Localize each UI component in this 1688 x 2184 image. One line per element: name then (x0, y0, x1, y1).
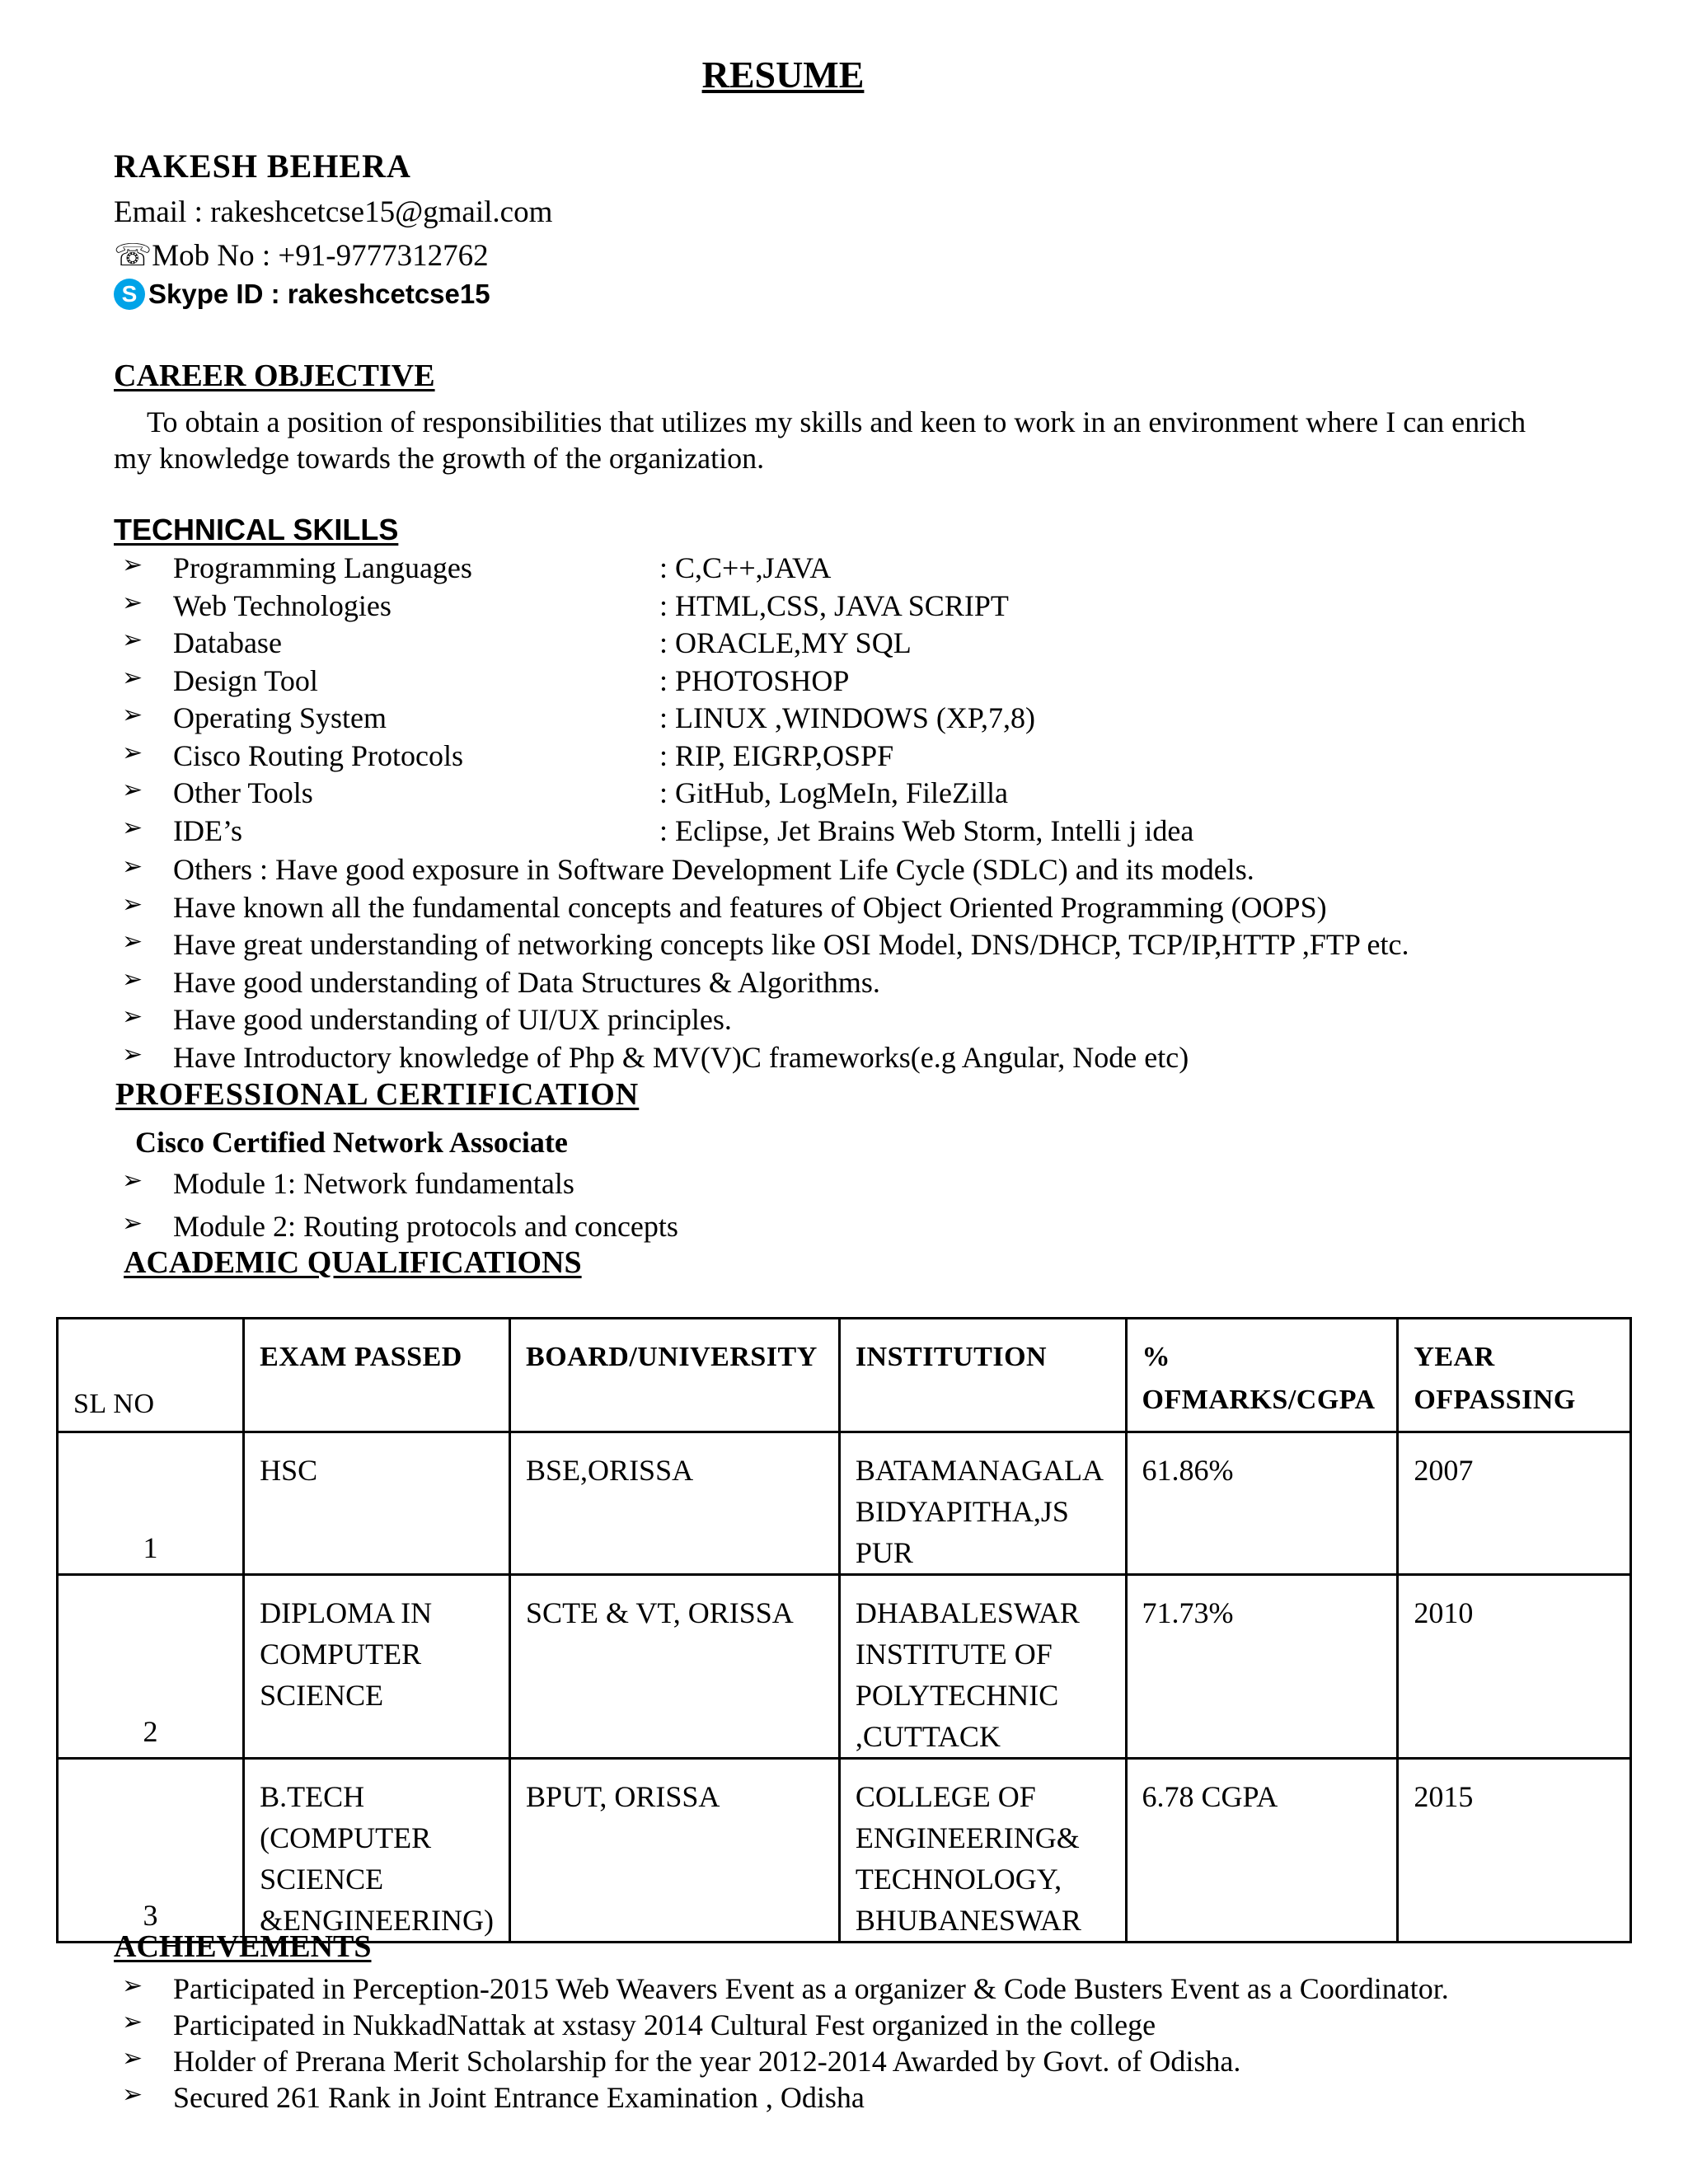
skype-icon: S (114, 279, 145, 310)
cell-exam: HSC (244, 1432, 510, 1575)
arrow-bullet-icon: ➢ (122, 813, 143, 841)
email-line: Email : rakeshcetcse15@gmail.com (114, 195, 553, 229)
list-item (122, 2080, 865, 2115)
list-item (122, 551, 832, 585)
arrow-bullet-icon: ➢ (122, 2045, 143, 2072)
arrow-bullet-icon: ➢ (122, 776, 143, 804)
cell-board: SCTE & VT, ORISSA (510, 1575, 840, 1759)
arrow-bullet-icon: ➢ (122, 1210, 143, 1237)
list-item (122, 1002, 732, 1037)
cell-year: 2007 (1398, 1432, 1631, 1575)
header-sl-no: SL NO (58, 1319, 244, 1432)
arrow-bullet-icon: ➢ (122, 738, 143, 766)
cell-year: 2015 (1398, 1759, 1631, 1943)
header-board: BOARD/UNIVERSITY (510, 1319, 840, 1432)
list-item (122, 1971, 1449, 2006)
resume-title: RESUME (701, 54, 865, 96)
cell-exam: B.TECH (COMPUTER SCIENCE &ENGINEERING) (244, 1759, 510, 1943)
phone-line (114, 237, 489, 274)
list-item-text: Participated in NukkadNattak at xstasy 2014 Cultural Fest organized in the college (173, 2008, 1156, 2041)
list-item-text: Have good understanding of Data Structures & Algorithms. (173, 965, 880, 999)
cell-board: BSE,ORISSA (510, 1432, 840, 1575)
cell-year: 2010 (1398, 1575, 1631, 1759)
list-item (122, 2008, 1156, 2042)
list-item (122, 663, 850, 698)
arrow-bullet-icon: ➢ (122, 965, 143, 993)
cell-institution: COLLEGE OF ENGINEERING& TECHNOLOGY, BHUBANESWAR (839, 1759, 1126, 1943)
list-item-text: IDE’s (173, 813, 242, 847)
arrow-bullet-icon: ➢ (122, 626, 143, 654)
skype-line (114, 279, 490, 310)
arrow-bullet-icon: ➢ (122, 1167, 143, 1194)
list-item-text: Module 2: Routing protocols and concepts (173, 1210, 678, 1243)
list-item-text: Have great understanding of networking concepts like OSI Model, DNS/DHCP, TCP/IP,HTTP ,FTP etc. (173, 928, 1409, 961)
arrow-bullet-icon: ➢ (122, 701, 143, 729)
cell-marks: 6.78 CGPA (1126, 1759, 1398, 1943)
candidate-name: RAKESH BEHERA (114, 148, 411, 185)
skill-value: : Eclipse, Jet Brains Web Storm, Intelli j idea (659, 813, 1194, 847)
cell-institution: DHABALESWAR INSTITUTE OF POLYTECHNIC ,CUTTACK (839, 1575, 1126, 1759)
certification-heading: PROFESSIONAL CERTIFICATION (115, 1077, 640, 1112)
table-row (58, 1432, 1631, 1575)
arrow-bullet-icon: ➢ (122, 928, 143, 955)
list-item-text: Participated in Perception-2015 Web Weavers Event as a organizer & Code Busters Event as a Coordinator. (173, 1972, 1449, 2005)
cell-sl: 1 (58, 1432, 244, 1575)
academic-table (56, 1317, 1632, 1943)
technical-skills-heading: TECHNICAL SKILLS (114, 513, 399, 546)
list-item (122, 701, 1035, 735)
skype-text: Skype ID : rakeshcetcse15 (148, 279, 490, 309)
list-item-text: Have Introductory knowledge of Php & MV(V)C frameworks(e.g Angular, Node etc) (173, 1040, 1189, 1074)
arrow-bullet-icon: ➢ (122, 2081, 143, 2108)
cell-sl: 2 (58, 1575, 244, 1759)
certification-title: Cisco Certified Network Associate (135, 1126, 568, 1159)
phone-icon: ☏ (114, 239, 152, 273)
arrow-bullet-icon: ➢ (122, 2008, 143, 2036)
skill-value: : C,C++,JAVA (659, 551, 832, 584)
list-item (122, 738, 894, 773)
skill-value: : ORACLE,MY SQL (659, 626, 912, 659)
list-item (122, 927, 1409, 962)
career-objective-text: To obtain a position of responsibilities that utilizes my skills and keen to work in an environment where I can enrich my knowledge towards the growth of the organization. (114, 405, 1526, 475)
cell-marks: 61.86% (1126, 1432, 1398, 1575)
list-item (122, 2044, 1240, 2079)
list-item (122, 626, 912, 660)
list-item-text: Web Technologies (173, 588, 392, 622)
list-item-text: Module 1: Network fundamentals (173, 1167, 574, 1200)
arrow-bullet-icon: ➢ (122, 663, 143, 691)
skill-value: : GitHub, LogMeIn, FileZilla (659, 776, 1008, 809)
list-item-text: Design Tool (173, 663, 318, 697)
list-item (122, 776, 1008, 810)
skill-value: : PHOTOSHOP (659, 663, 850, 697)
skill-value: : RIP, EIGRP,OSPF (659, 738, 894, 772)
list-item-text: Other Tools (173, 776, 313, 809)
list-item-text: Operating System (173, 701, 387, 734)
list-item-text: Secured 261 Rank in Joint Entrance Examination , Odisha (173, 2081, 865, 2114)
arrow-bullet-icon: ➢ (122, 853, 143, 880)
cell-exam: DIPLOMA IN COMPUTER SCIENCE (244, 1575, 510, 1759)
list-item (122, 1209, 678, 1244)
list-item-text: Have known all the fundamental concepts and features of Object Oriented Programming (OOPS) (173, 890, 1327, 924)
arrow-bullet-icon: ➢ (122, 551, 143, 579)
skill-value: : HTML,CSS, JAVA SCRIPT (659, 588, 1009, 622)
header-marks: % OFMARKS/CGPA (1126, 1319, 1398, 1432)
list-item (122, 588, 1009, 623)
list-item-text: Have good understanding of UI/UX principles. (173, 1003, 732, 1036)
arrow-bullet-icon: ➢ (122, 890, 143, 918)
table-row (58, 1575, 1631, 1759)
list-item (122, 1166, 574, 1201)
list-item-text: Cisco Routing Protocols (173, 738, 464, 772)
list-item-text: Database (173, 626, 282, 659)
list-item (122, 852, 1254, 887)
header-institution: INSTITUTION (839, 1319, 1126, 1432)
arrow-bullet-icon: ➢ (122, 1040, 143, 1068)
cell-sl: 3 (58, 1759, 244, 1943)
header-year: YEAR OFPASSING (1398, 1319, 1631, 1432)
arrow-bullet-icon: ➢ (122, 588, 143, 616)
cell-institution: BATAMANAGALA BIDYAPITHA,JS PUR (839, 1432, 1126, 1575)
achievements-heading: ACHIEVEMENTS (114, 1929, 372, 1964)
career-objective-heading: CAREER OBJECTIVE (114, 359, 435, 393)
list-item (122, 1040, 1189, 1075)
cell-marks: 71.73% (1126, 1575, 1398, 1759)
list-item (122, 890, 1327, 925)
phone-text: Mob No : +91-9777312762 (152, 239, 489, 273)
academic-heading: ACADEMIC QUALIFICATIONS (124, 1245, 582, 1280)
list-item-text: Others : Have good exposure in Software Development Life Cycle (SDLC) and its models. (173, 853, 1254, 886)
table-row (58, 1759, 1631, 1943)
header-exam: EXAM PASSED (244, 1319, 510, 1432)
list-item (122, 813, 1194, 848)
list-item-text: Programming Languages (173, 551, 472, 584)
arrow-bullet-icon: ➢ (122, 1972, 143, 1999)
arrow-bullet-icon: ➢ (122, 1003, 143, 1030)
skill-value: : LINUX ,WINDOWS (XP,7,8) (659, 701, 1035, 734)
list-item-text: Holder of Prerana Merit Scholarship for the year 2012-2014 Awarded by Govt. of Odisha. (173, 2045, 1241, 2078)
list-item (122, 965, 880, 1000)
cell-board: BPUT, ORISSA (510, 1759, 840, 1943)
